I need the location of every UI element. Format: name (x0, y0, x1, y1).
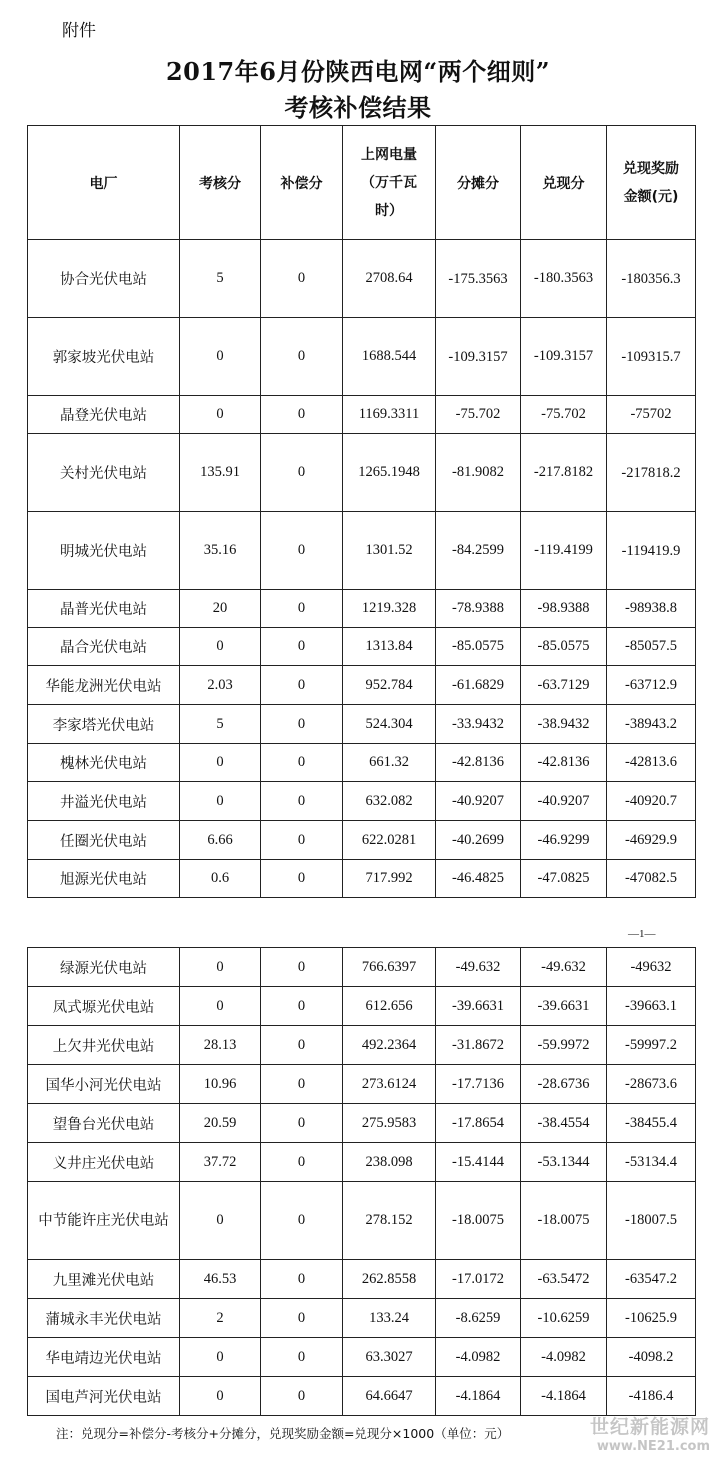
cell-reward: -39663.1 (607, 987, 696, 1026)
cell-cash: -40.9207 (521, 782, 607, 821)
cell-name: 中节能许庄光伏电站 (28, 1182, 180, 1260)
cell-assess: 0 (180, 948, 261, 987)
header-energy-line1: 上网电量 (361, 146, 417, 163)
cell-reward: -28673.6 (607, 1065, 696, 1104)
cell-energy: 524.304 (343, 705, 436, 744)
cell-energy: 262.8558 (343, 1260, 436, 1299)
cell-name: 槐林光伏电站 (28, 744, 180, 782)
cell-name: 国华小河光伏电站 (28, 1065, 180, 1104)
cell-cash: -18.0075 (521, 1182, 607, 1260)
cell-assess: 5 (180, 705, 261, 744)
cell-alloc: -17.8654 (436, 1104, 521, 1143)
cell-cash: -75.702 (521, 396, 607, 434)
cell-cash: -85.0575 (521, 628, 607, 666)
page-subtitle: 考核补偿结果 (284, 93, 432, 122)
header-plant: 电厂 (28, 126, 180, 240)
cell-alloc: -4.1864 (436, 1377, 521, 1416)
header-energy-line3: 时） (375, 202, 403, 219)
cell-comp: 0 (261, 1299, 343, 1338)
cell-comp: 0 (261, 318, 343, 396)
table-row (28, 1299, 696, 1338)
cell-alloc: -109.3157 (436, 318, 521, 396)
table-row (28, 1377, 696, 1416)
cell-comp: 0 (261, 396, 343, 434)
cell-name: 蒲城永丰光伏电站 (28, 1299, 180, 1338)
cell-cash: -28.6736 (521, 1065, 607, 1104)
cell-energy: 2708.64 (343, 240, 436, 318)
cell-cash: -4.0982 (521, 1338, 607, 1377)
cell-energy: 1169.3311 (343, 396, 436, 434)
cell-alloc: -18.0075 (436, 1182, 521, 1260)
cell-name: 望鲁台光伏电站 (28, 1104, 180, 1143)
cell-comp: 0 (261, 590, 343, 628)
cell-reward: -4098.2 (607, 1338, 696, 1377)
cell-cash: -4.1864 (521, 1377, 607, 1416)
cell-energy: 717.992 (343, 860, 436, 898)
cell-reward: -40920.7 (607, 782, 696, 821)
cell-name: 郭家坡光伏电站 (28, 318, 180, 396)
cell-cash: -119.4199 (521, 512, 607, 590)
cell-alloc: -33.9432 (436, 705, 521, 744)
cell-name: 协合光伏电站 (28, 240, 180, 318)
table-row (28, 396, 696, 434)
table-row (28, 590, 696, 628)
cell-energy: 1301.52 (343, 512, 436, 590)
cell-alloc: -40.2699 (436, 821, 521, 860)
table-row (28, 434, 696, 512)
cell-cash: -38.4554 (521, 1104, 607, 1143)
cell-cash: -63.5472 (521, 1260, 607, 1299)
cell-alloc: -42.8136 (436, 744, 521, 782)
cell-comp: 0 (261, 987, 343, 1026)
cell-reward: -18007.5 (607, 1182, 696, 1260)
cell-comp: 0 (261, 821, 343, 860)
table-row (28, 1143, 696, 1182)
cell-comp: 0 (261, 1026, 343, 1065)
cell-energy: 275.9583 (343, 1104, 436, 1143)
cell-name: 晶普光伏电站 (28, 590, 180, 628)
cell-alloc: -46.4825 (436, 860, 521, 898)
cell-energy: 766.6397 (343, 948, 436, 987)
cell-reward: -217818.2 (607, 434, 696, 512)
header-comp: 补偿分 (261, 126, 343, 240)
cell-assess: 0 (180, 1377, 261, 1416)
cell-reward: -10625.9 (607, 1299, 696, 1338)
cell-energy: 1688.544 (343, 318, 436, 396)
cell-energy: 133.24 (343, 1299, 436, 1338)
watermark-logo (590, 1412, 710, 1454)
cell-alloc: -39.6631 (436, 987, 521, 1026)
cell-comp: 0 (261, 860, 343, 898)
cell-assess: 0 (180, 628, 261, 666)
cell-assess: 0 (180, 396, 261, 434)
cell-alloc: -75.702 (436, 396, 521, 434)
cell-assess: 0 (180, 744, 261, 782)
cell-reward: -47082.5 (607, 860, 696, 898)
table-row (28, 1104, 696, 1143)
cell-comp: 0 (261, 948, 343, 987)
footnote: 注：兑现分=补偿分-考核分+分摊分，兑现奖励金额=兑现分×1000（单位：元） (56, 1426, 510, 1441)
cell-comp: 0 (261, 1377, 343, 1416)
cell-assess: 0 (180, 1182, 261, 1260)
cell-cash: -39.6631 (521, 987, 607, 1026)
cell-name: 九里滩光伏电站 (28, 1260, 180, 1299)
cell-cash: -53.1344 (521, 1143, 607, 1182)
header-reward (607, 126, 696, 240)
table-row (28, 240, 696, 318)
cell-comp: 0 (261, 1182, 343, 1260)
table-row (28, 1338, 696, 1377)
cell-assess: 20.59 (180, 1104, 261, 1143)
table-row (28, 318, 696, 396)
table-row (28, 1026, 696, 1065)
cell-comp: 0 (261, 705, 343, 744)
cell-comp: 0 (261, 1143, 343, 1182)
cell-energy: 632.082 (343, 782, 436, 821)
cell-name: 绿源光伏电站 (28, 948, 180, 987)
cell-name: 义井庄光伏电站 (28, 1143, 180, 1182)
cell-reward: -75702 (607, 396, 696, 434)
cell-name: 晶登光伏电站 (28, 396, 180, 434)
cell-energy: 63.3027 (343, 1338, 436, 1377)
cell-name: 李家塔光伏电站 (28, 705, 180, 744)
cell-comp: 0 (261, 666, 343, 705)
cell-reward: -85057.5 (607, 628, 696, 666)
header-energy (343, 126, 436, 240)
cell-comp: 0 (261, 1065, 343, 1104)
cell-alloc: -31.8672 (436, 1026, 521, 1065)
header-alloc: 分摊分 (436, 126, 521, 240)
cell-alloc: -4.0982 (436, 1338, 521, 1377)
cell-name: 井溢光伏电站 (28, 782, 180, 821)
table-row (28, 1065, 696, 1104)
cell-cash: -10.6259 (521, 1299, 607, 1338)
cell-assess: 2.03 (180, 666, 261, 705)
cell-reward: -63712.9 (607, 666, 696, 705)
cell-assess: 0.6 (180, 860, 261, 898)
table-row (28, 987, 696, 1026)
cell-cash: -47.0825 (521, 860, 607, 898)
cell-assess: 2 (180, 1299, 261, 1338)
cell-reward: -49632 (607, 948, 696, 987)
cell-reward: -63547.2 (607, 1260, 696, 1299)
cell-cash: -59.9972 (521, 1026, 607, 1065)
cell-cash: -180.3563 (521, 240, 607, 318)
table-row (28, 512, 696, 590)
header-reward-line1: 兑现奖励 (623, 160, 679, 177)
table-row (28, 821, 696, 860)
cell-alloc: -175.3563 (436, 240, 521, 318)
page-title: 2017年6月份陕西电网“两个细则” (165, 57, 551, 86)
cell-name: 凤式塬光伏电站 (28, 987, 180, 1026)
cell-energy: 278.152 (343, 1182, 436, 1260)
cell-name: 国电芦河光伏电站 (28, 1377, 180, 1416)
cell-energy: 492.2364 (343, 1026, 436, 1065)
table-row (28, 628, 696, 666)
cell-cash: -46.9299 (521, 821, 607, 860)
cell-reward: -119419.9 (607, 512, 696, 590)
cell-energy: 1313.84 (343, 628, 436, 666)
table-row (28, 860, 696, 898)
cell-comp: 0 (261, 1104, 343, 1143)
cell-assess: 35.16 (180, 512, 261, 590)
cell-assess: 46.53 (180, 1260, 261, 1299)
cell-cash: -98.9388 (521, 590, 607, 628)
cell-energy: 64.6647 (343, 1377, 436, 1416)
cell-assess: 10.96 (180, 1065, 261, 1104)
cell-assess: 37.72 (180, 1143, 261, 1182)
header-energy-line2: （万千瓦 (361, 174, 417, 191)
cell-energy: 661.32 (343, 744, 436, 782)
page-number: —1— (628, 928, 656, 940)
cell-alloc: -40.9207 (436, 782, 521, 821)
cell-comp: 0 (261, 434, 343, 512)
cell-reward: -53134.4 (607, 1143, 696, 1182)
cell-reward: -38943.2 (607, 705, 696, 744)
header-row (28, 126, 696, 240)
cell-comp: 0 (261, 1338, 343, 1377)
cell-cash: -38.9432 (521, 705, 607, 744)
cell-alloc: -61.6829 (436, 666, 521, 705)
cell-assess: 28.13 (180, 1026, 261, 1065)
table-row (28, 1260, 696, 1299)
table-row (28, 705, 696, 744)
cell-reward: -109315.7 (607, 318, 696, 396)
cell-name: 旭源光伏电站 (28, 860, 180, 898)
cell-comp: 0 (261, 240, 343, 318)
cell-name: 任圈光伏电站 (28, 821, 180, 860)
cell-assess: 6.66 (180, 821, 261, 860)
cell-comp: 0 (261, 628, 343, 666)
cell-cash: -109.3157 (521, 318, 607, 396)
watermark-line2: www.NE21.com (596, 1439, 710, 1454)
cell-alloc: -49.632 (436, 948, 521, 987)
cell-reward: -46929.9 (607, 821, 696, 860)
watermark-line1: 世纪新能源网 (589, 1416, 710, 1438)
cell-energy: 612.656 (343, 987, 436, 1026)
cell-alloc: -8.6259 (436, 1299, 521, 1338)
cell-cash: -49.632 (521, 948, 607, 987)
table-row (28, 782, 696, 821)
cell-comp: 0 (261, 512, 343, 590)
cell-alloc: -84.2599 (436, 512, 521, 590)
cell-energy: 238.098 (343, 1143, 436, 1182)
attachment-label: 附件 (62, 21, 96, 41)
cell-reward: -42813.6 (607, 744, 696, 782)
cell-assess: 5 (180, 240, 261, 318)
cell-energy: 273.6124 (343, 1065, 436, 1104)
cell-assess: 0 (180, 987, 261, 1026)
cell-alloc: -85.0575 (436, 628, 521, 666)
results-table-page1 (27, 125, 696, 898)
cell-name: 华电靖边光伏电站 (28, 1338, 180, 1377)
cell-comp: 0 (261, 782, 343, 821)
cell-assess: 20 (180, 590, 261, 628)
table-row (28, 1182, 696, 1260)
cell-assess: 0 (180, 782, 261, 821)
cell-name: 关村光伏电站 (28, 434, 180, 512)
table-row (28, 948, 696, 987)
table-body-page2 (28, 948, 696, 1416)
cell-reward: -98938.8 (607, 590, 696, 628)
cell-comp: 0 (261, 744, 343, 782)
header-assess: 考核分 (180, 126, 261, 240)
table-row (28, 744, 696, 782)
cell-energy: 622.0281 (343, 821, 436, 860)
table-row (28, 666, 696, 705)
cell-name: 晶合光伏电站 (28, 628, 180, 666)
cell-energy: 952.784 (343, 666, 436, 705)
cell-energy: 1265.1948 (343, 434, 436, 512)
cell-assess: 135.91 (180, 434, 261, 512)
cell-assess: 0 (180, 318, 261, 396)
cell-reward: -4186.4 (607, 1377, 696, 1416)
cell-comp: 0 (261, 1260, 343, 1299)
header-cash: 兑现分 (521, 126, 607, 240)
cell-name: 明城光伏电站 (28, 512, 180, 590)
cell-alloc: -17.0172 (436, 1260, 521, 1299)
cell-reward: -59997.2 (607, 1026, 696, 1065)
cell-alloc: -81.9082 (436, 434, 521, 512)
cell-name: 华能龙洲光伏电站 (28, 666, 180, 705)
cell-cash: -217.8182 (521, 434, 607, 512)
cell-alloc: -15.4144 (436, 1143, 521, 1182)
cell-energy: 1219.328 (343, 590, 436, 628)
cell-assess: 0 (180, 1338, 261, 1377)
table-body-page1 (28, 240, 696, 898)
cell-reward: -38455.4 (607, 1104, 696, 1143)
cell-alloc: -78.9388 (436, 590, 521, 628)
header-reward-line2: 金额(元) (623, 188, 679, 205)
cell-alloc: -17.7136 (436, 1065, 521, 1104)
results-table-page2 (27, 947, 696, 1416)
cell-cash: -63.7129 (521, 666, 607, 705)
cell-name: 上欠井光伏电站 (28, 1026, 180, 1065)
cell-cash: -42.8136 (521, 744, 607, 782)
cell-reward: -180356.3 (607, 240, 696, 318)
